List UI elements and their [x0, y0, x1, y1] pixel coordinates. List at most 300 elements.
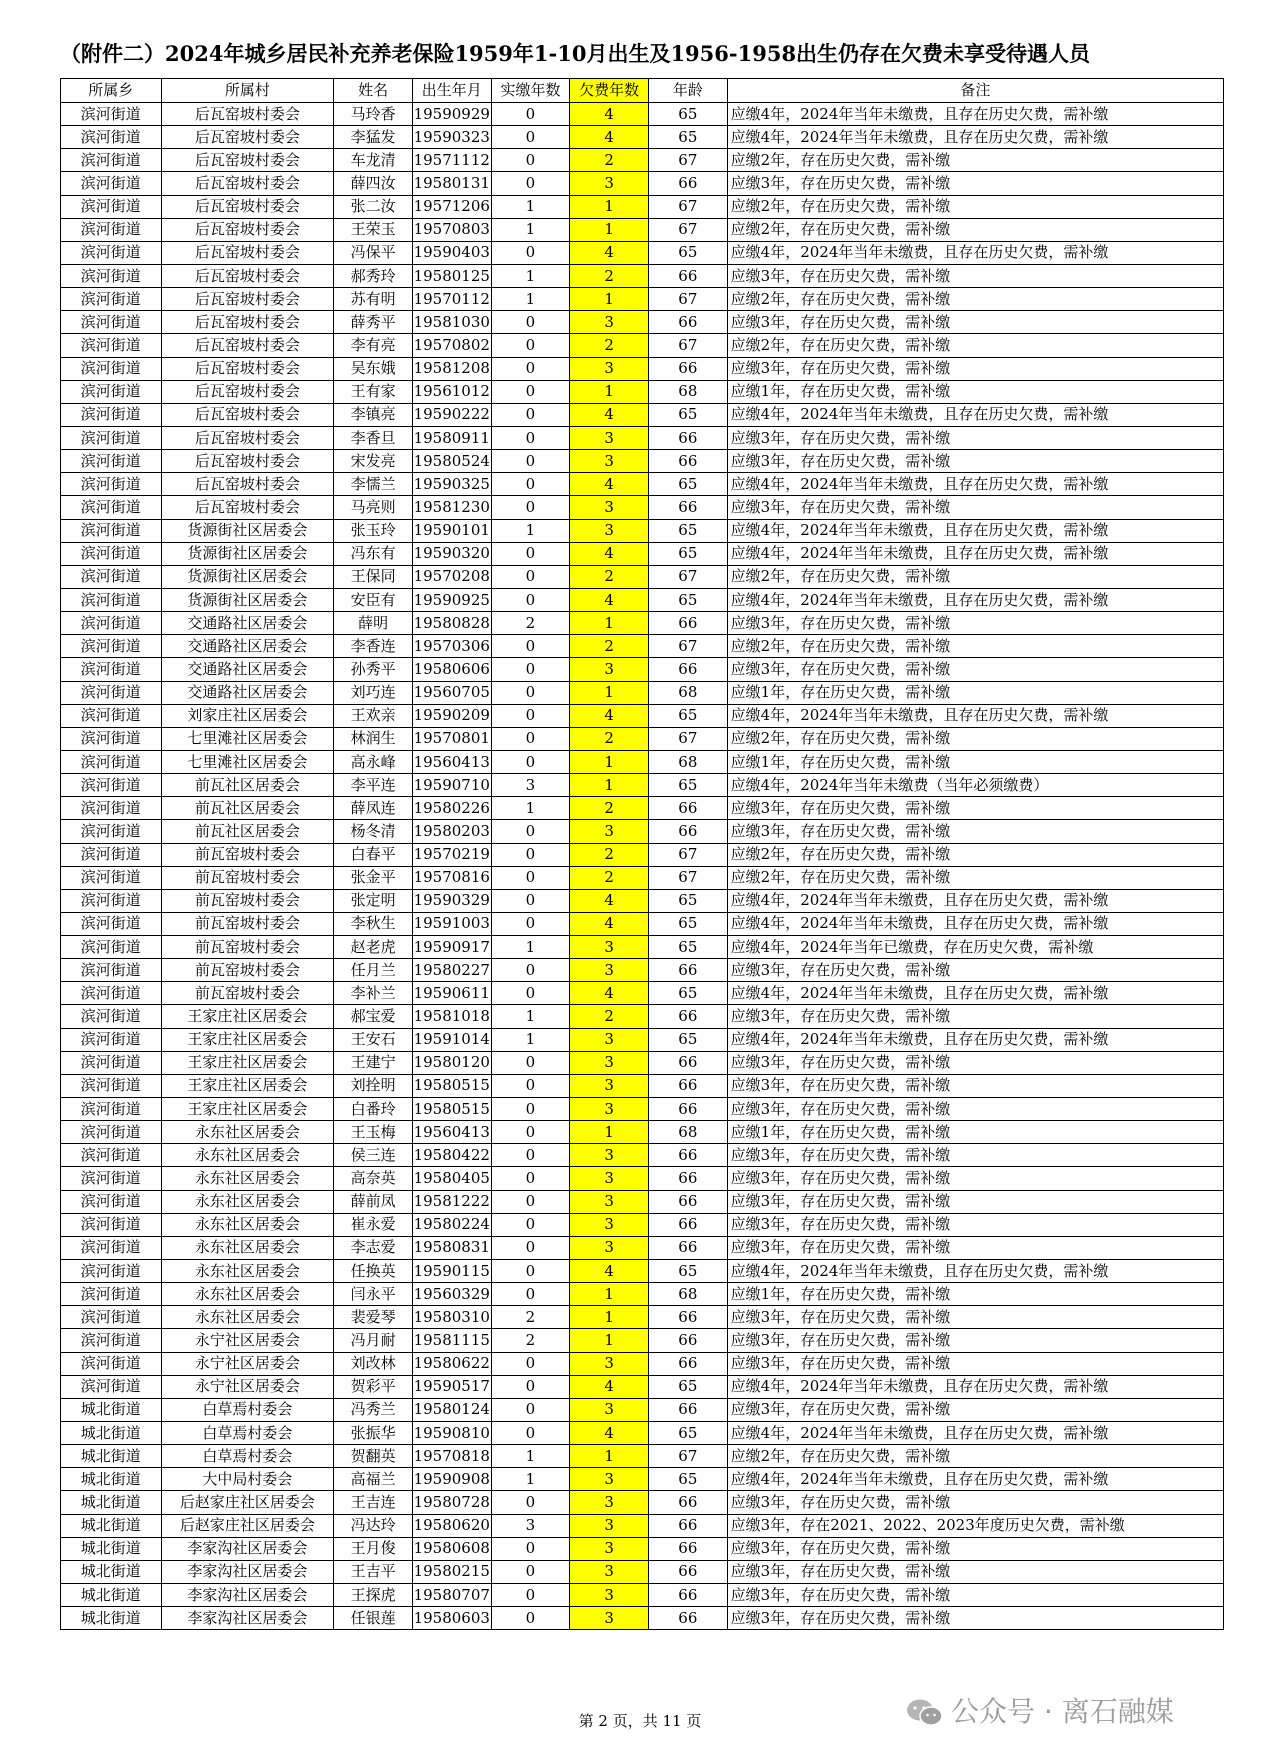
cell-paid-years: 1	[491, 1468, 570, 1491]
cell-paid-years: 1	[491, 519, 570, 542]
cell-remarks: 应缴4年，2024年当年未缴费，且存在历史欠费，需补缴	[727, 1260, 1223, 1283]
cell-birth-date: 19581030	[412, 311, 491, 334]
cell-birth-date: 19560413	[412, 750, 491, 773]
cell-township: 滨河街道	[61, 727, 162, 750]
cell-paid-years: 0	[491, 820, 570, 843]
cell-remarks: 应缴4年，2024年当年未缴费，且存在历史欠费，需补缴	[727, 473, 1223, 496]
cell-owed-years: 3	[570, 426, 649, 449]
cell-remarks: 应缴2年，存在历史欠费，需补缴	[727, 334, 1223, 357]
cell-village: 永东社区居委会	[161, 1260, 334, 1283]
cell-paid-years: 1	[491, 195, 570, 218]
table-row	[61, 450, 1224, 473]
cell-owed-years: 1	[570, 1445, 649, 1468]
cell-name: 刘改林	[334, 1352, 413, 1375]
cell-age: 66	[648, 1491, 727, 1514]
cell-remarks: 应缴3年，存在历史欠费，需补缴	[727, 1560, 1223, 1583]
table-row	[61, 1051, 1224, 1074]
cell-paid-years: 0	[491, 473, 570, 496]
table-row	[61, 218, 1224, 241]
cell-paid-years: 0	[491, 889, 570, 912]
cell-village: 前瓦窑坡村委会	[161, 866, 334, 889]
cell-paid-years: 0	[491, 866, 570, 889]
cell-village: 交通路社区居委会	[161, 612, 334, 635]
col-header-name: 姓名	[334, 79, 413, 103]
cell-township: 滨河街道	[61, 612, 162, 635]
cell-village: 永宁社区居委会	[161, 1329, 334, 1352]
cell-owed-years: 2	[570, 565, 649, 588]
cell-name: 薛前凤	[334, 1190, 413, 1213]
table-row	[61, 380, 1224, 403]
cell-township: 滨河街道	[61, 1005, 162, 1028]
cell-age: 65	[648, 1468, 727, 1491]
cell-name: 李香旦	[334, 426, 413, 449]
cell-owed-years: 3	[570, 936, 649, 959]
cell-township: 滨河街道	[61, 172, 162, 195]
table-row	[61, 1167, 1224, 1190]
cell-name: 贺翻英	[334, 1445, 413, 1468]
cell-age: 66	[648, 172, 727, 195]
cell-birth-date: 19580405	[412, 1167, 491, 1190]
cell-remarks: 应缴4年，2024年当年未缴费，且存在历史欠费，需补缴	[727, 704, 1223, 727]
cell-village: 前瓦窑坡村委会	[161, 843, 334, 866]
cell-owed-years: 3	[570, 496, 649, 519]
cell-name: 李懦兰	[334, 473, 413, 496]
cell-age: 67	[648, 334, 727, 357]
cell-village: 后瓦窑坡村委会	[161, 103, 334, 126]
cell-owed-years: 1	[570, 774, 649, 797]
cell-birth-date: 19590517	[412, 1375, 491, 1398]
cell-township: 滨河街道	[61, 288, 162, 311]
cell-township: 滨河街道	[61, 820, 162, 843]
cell-age: 68	[648, 750, 727, 773]
page-number: 第 2 页，共 11 页	[578, 1712, 702, 1730]
cell-name: 刘巧连	[334, 681, 413, 704]
cell-paid-years: 0	[491, 542, 570, 565]
cell-paid-years: 0	[491, 565, 570, 588]
cell-remarks: 应缴1年，存在历史欠费，需补缴	[727, 1121, 1223, 1144]
cell-village: 永东社区居委会	[161, 1283, 334, 1306]
cell-owed-years: 1	[570, 1283, 649, 1306]
cell-name: 裴爱琴	[334, 1306, 413, 1329]
table-row	[61, 612, 1224, 635]
cell-name: 白番玲	[334, 1098, 413, 1121]
cell-village: 白草焉村委会	[161, 1398, 334, 1421]
cell-remarks: 应缴4年，2024年当年未缴费，且存在历史欠费，需补缴	[727, 1468, 1223, 1491]
cell-birth-date: 19570219	[412, 843, 491, 866]
cell-birth-date: 19580831	[412, 1236, 491, 1259]
cell-birth-date: 19560413	[412, 1121, 491, 1144]
cell-township: 滨河街道	[61, 774, 162, 797]
cell-township: 滨河街道	[61, 843, 162, 866]
cell-name: 杨冬清	[334, 820, 413, 843]
cell-name: 李秋生	[334, 912, 413, 935]
cell-village: 永东社区居委会	[161, 1213, 334, 1236]
cell-township: 滨河街道	[61, 1329, 162, 1352]
table-row	[61, 103, 1224, 126]
cell-birth-date: 19590222	[412, 403, 491, 426]
cell-remarks: 应缴3年，存在历史欠费，需补缴	[727, 1537, 1223, 1560]
cell-owed-years: 2	[570, 264, 649, 287]
cell-paid-years: 0	[491, 704, 570, 727]
cell-village: 李家沟社区居委会	[161, 1537, 334, 1560]
cell-remarks: 应缴3年，存在历史欠费，需补缴	[727, 1098, 1223, 1121]
cell-remarks: 应缴3年，存在历史欠费，需补缴	[727, 1491, 1223, 1514]
cell-village: 交通路社区居委会	[161, 658, 334, 681]
cell-owed-years: 1	[570, 380, 649, 403]
cell-name: 李有亮	[334, 334, 413, 357]
table-row	[61, 681, 1224, 704]
table-row	[61, 1329, 1224, 1352]
cell-owed-years: 3	[570, 658, 649, 681]
cell-township: 滨河街道	[61, 1375, 162, 1398]
cell-remarks: 应缴3年，存在历史欠费，需补缴	[727, 1167, 1223, 1190]
table-row	[61, 149, 1224, 172]
cell-village: 永宁社区居委会	[161, 1352, 334, 1375]
table-row	[61, 588, 1224, 611]
col-header-owed-years: 欠费年数	[570, 79, 649, 103]
cell-name: 王月俊	[334, 1537, 413, 1560]
table-row	[61, 843, 1224, 866]
col-header-remarks: 备注	[727, 79, 1223, 103]
cell-name: 李香连	[334, 635, 413, 658]
cell-paid-years: 0	[491, 658, 570, 681]
cell-township: 滨河街道	[61, 866, 162, 889]
table-row	[61, 542, 1224, 565]
cell-owed-years: 3	[570, 1144, 649, 1167]
cell-age: 66	[648, 1537, 727, 1560]
cell-village: 后瓦窑坡村委会	[161, 357, 334, 380]
cell-name: 闫永平	[334, 1283, 413, 1306]
cell-age: 65	[648, 103, 727, 126]
cell-village: 后瓦窑坡村委会	[161, 403, 334, 426]
cell-township: 滨河街道	[61, 658, 162, 681]
cell-name: 冯达玲	[334, 1514, 413, 1537]
cell-village: 前瓦社区居委会	[161, 820, 334, 843]
table-row	[61, 797, 1224, 820]
cell-birth-date: 19580707	[412, 1584, 491, 1607]
cell-remarks: 应缴4年，2024年当年未缴费，且存在历史欠费，需补缴	[727, 1375, 1223, 1398]
cell-township: 城北街道	[61, 1468, 162, 1491]
cell-paid-years: 1	[491, 264, 570, 287]
cell-remarks: 应缴3年，存在历史欠费，需补缴	[727, 496, 1223, 519]
cell-name: 任换英	[334, 1260, 413, 1283]
table-row	[61, 912, 1224, 935]
cell-township: 滨河街道	[61, 889, 162, 912]
cell-name: 王吉连	[334, 1491, 413, 1514]
cell-name: 冯秀兰	[334, 1398, 413, 1421]
table-row	[61, 1352, 1224, 1375]
cell-township: 滨河街道	[61, 1167, 162, 1190]
cell-age: 66	[648, 264, 727, 287]
table-row	[61, 334, 1224, 357]
cell-age: 66	[648, 357, 727, 380]
cell-birth-date: 19580828	[412, 612, 491, 635]
table-header-row	[61, 79, 1224, 103]
cell-paid-years: 0	[491, 1375, 570, 1398]
cell-owed-years: 4	[570, 103, 649, 126]
cell-township: 滨河街道	[61, 797, 162, 820]
arrears-table	[60, 78, 1224, 1630]
cell-village: 后瓦窑坡村委会	[161, 149, 334, 172]
cell-birth-date: 19580606	[412, 658, 491, 681]
cell-village: 前瓦窑坡村委会	[161, 936, 334, 959]
cell-paid-years: 1	[491, 1028, 570, 1051]
cell-owed-years: 4	[570, 704, 649, 727]
cell-township: 城北街道	[61, 1445, 162, 1468]
cell-remarks: 应缴3年，存在历史欠费，需补缴	[727, 426, 1223, 449]
cell-name: 张定明	[334, 889, 413, 912]
cell-name: 张振华	[334, 1422, 413, 1445]
cell-village: 王家庄社区居委会	[161, 1028, 334, 1051]
cell-birth-date: 19581222	[412, 1190, 491, 1213]
cell-village: 永东社区居委会	[161, 1144, 334, 1167]
cell-remarks: 应缴3年，存在历史欠费，需补缴	[727, 264, 1223, 287]
cell-township: 滨河街道	[61, 195, 162, 218]
cell-remarks: 应缴4年，2024年当年已缴费，存在历史欠费，需补缴	[727, 936, 1223, 959]
cell-owed-years: 4	[570, 241, 649, 264]
cell-owed-years: 3	[570, 820, 649, 843]
cell-township: 滨河街道	[61, 1352, 162, 1375]
cell-village: 永东社区居委会	[161, 1121, 334, 1144]
cell-village: 永东社区居委会	[161, 1236, 334, 1259]
cell-name: 赵老虎	[334, 936, 413, 959]
cell-birth-date: 19580422	[412, 1144, 491, 1167]
cell-remarks: 应缴4年，2024年当年未缴费，且存在历史欠费，需补缴	[727, 982, 1223, 1005]
cell-remarks: 应缴4年，2024年当年未缴费，且存在历史欠费，需补缴	[727, 103, 1223, 126]
cell-name: 冯月耐	[334, 1329, 413, 1352]
cell-remarks: 应缴3年，存在历史欠费，需补缴	[727, 1144, 1223, 1167]
cell-owed-years: 1	[570, 750, 649, 773]
cell-village: 货源街社区居委会	[161, 588, 334, 611]
cell-paid-years: 0	[491, 1074, 570, 1097]
cell-age: 66	[648, 1306, 727, 1329]
cell-name: 冯东有	[334, 542, 413, 565]
cell-paid-years: 0	[491, 1422, 570, 1445]
cell-birth-date: 19580203	[412, 820, 491, 843]
table-row	[61, 311, 1224, 334]
cell-age: 66	[648, 450, 727, 473]
cell-village: 永东社区居委会	[161, 1167, 334, 1190]
cell-name: 张金平	[334, 866, 413, 889]
cell-paid-years: 0	[491, 334, 570, 357]
cell-age: 67	[648, 727, 727, 750]
cell-name: 李平连	[334, 774, 413, 797]
cell-paid-years: 0	[491, 912, 570, 935]
cell-remarks: 应缴3年，存在历史欠费，需补缴	[727, 1584, 1223, 1607]
cell-name: 吴东娥	[334, 357, 413, 380]
cell-owed-years: 4	[570, 542, 649, 565]
cell-owed-years: 3	[570, 1167, 649, 1190]
cell-owed-years: 3	[570, 1352, 649, 1375]
cell-owed-years: 3	[570, 519, 649, 542]
cell-birth-date: 19590115	[412, 1260, 491, 1283]
cell-remarks: 应缴1年，存在历史欠费，需补缴	[727, 1283, 1223, 1306]
cell-age: 66	[648, 1167, 727, 1190]
cell-remarks: 应缴1年，存在历史欠费，需补缴	[727, 681, 1223, 704]
cell-age: 65	[648, 519, 727, 542]
table-row	[61, 1005, 1224, 1028]
cell-birth-date: 19570816	[412, 866, 491, 889]
cell-remarks: 应缴2年，存在历史欠费，需补缴	[727, 1445, 1223, 1468]
document-title: （附件二）2024年城乡居民补充养老保险1959年1-10月出生及1956-1958出生仍存在欠费未享受待遇人员	[60, 41, 1091, 66]
cell-name: 王安石	[334, 1028, 413, 1051]
table-row	[61, 889, 1224, 912]
cell-remarks: 应缴4年，2024年当年未缴费，且存在历史欠费，需补缴	[727, 241, 1223, 264]
cell-paid-years: 0	[491, 1144, 570, 1167]
table-row	[61, 357, 1224, 380]
cell-township: 滨河街道	[61, 681, 162, 704]
cell-owed-years: 4	[570, 889, 649, 912]
cell-township: 滨河街道	[61, 959, 162, 982]
cell-owed-years: 1	[570, 681, 649, 704]
cell-owed-years: 3	[570, 1074, 649, 1097]
cell-remarks: 应缴2年，存在历史欠费，需补缴	[727, 149, 1223, 172]
cell-remarks: 应缴3年，存在历史欠费，需补缴	[727, 658, 1223, 681]
cell-age: 66	[648, 1329, 727, 1352]
cell-birth-date: 19590320	[412, 542, 491, 565]
cell-village: 后瓦窑坡村委会	[161, 450, 334, 473]
cell-village: 交通路社区居委会	[161, 635, 334, 658]
cell-owed-years: 3	[570, 1560, 649, 1583]
cell-township: 滨河街道	[61, 936, 162, 959]
table-body	[61, 103, 1224, 1630]
cell-township: 滨河街道	[61, 1190, 162, 1213]
cell-township: 滨河街道	[61, 704, 162, 727]
cell-township: 滨河街道	[61, 519, 162, 542]
cell-birth-date: 19591014	[412, 1028, 491, 1051]
cell-owed-years: 3	[570, 1190, 649, 1213]
cell-age: 65	[648, 1422, 727, 1445]
cell-township: 滨河街道	[61, 103, 162, 126]
cell-township: 滨河街道	[61, 264, 162, 287]
cell-township: 滨河街道	[61, 542, 162, 565]
table-row	[61, 1445, 1224, 1468]
table-row	[61, 1560, 1224, 1583]
cell-name: 郝宝爱	[334, 1005, 413, 1028]
cell-township: 滨河街道	[61, 1074, 162, 1097]
cell-owed-years: 4	[570, 1375, 649, 1398]
table-row	[61, 1074, 1224, 1097]
cell-owed-years: 3	[570, 1051, 649, 1074]
cell-township: 城北街道	[61, 1398, 162, 1421]
cell-village: 后瓦窑坡村委会	[161, 288, 334, 311]
table-row	[61, 1121, 1224, 1144]
cell-township: 滨河街道	[61, 426, 162, 449]
cell-age: 67	[648, 1445, 727, 1468]
cell-birth-date: 19590329	[412, 889, 491, 912]
cell-paid-years: 0	[491, 1607, 570, 1630]
cell-birth-date: 19581230	[412, 496, 491, 519]
cell-village: 后瓦窑坡村委会	[161, 380, 334, 403]
cell-birth-date: 19580131	[412, 172, 491, 195]
cell-township: 滨河街道	[61, 635, 162, 658]
cell-age: 65	[648, 936, 727, 959]
cell-birth-date: 19580524	[412, 450, 491, 473]
cell-owed-years: 2	[570, 797, 649, 820]
cell-owed-years: 2	[570, 866, 649, 889]
cell-age: 68	[648, 380, 727, 403]
cell-birth-date: 19570112	[412, 288, 491, 311]
cell-remarks: 应缴3年，存在历史欠费，需补缴	[727, 1074, 1223, 1097]
cell-paid-years: 0	[491, 426, 570, 449]
cell-name: 王有家	[334, 380, 413, 403]
cell-township: 滨河街道	[61, 982, 162, 1005]
cell-age: 65	[648, 403, 727, 426]
cell-paid-years: 0	[491, 727, 570, 750]
cell-birth-date: 19580124	[412, 1398, 491, 1421]
cell-name: 安臣有	[334, 588, 413, 611]
cell-age: 66	[648, 1213, 727, 1236]
cell-owed-years: 1	[570, 1121, 649, 1144]
cell-paid-years: 1	[491, 1005, 570, 1028]
cell-owed-years: 3	[570, 1491, 649, 1514]
cell-village: 前瓦社区居委会	[161, 797, 334, 820]
cell-village: 前瓦窑坡村委会	[161, 912, 334, 935]
col-header-paid-years: 实缴年数	[491, 79, 570, 103]
cell-birth-date: 19590925	[412, 588, 491, 611]
cell-owed-years: 4	[570, 403, 649, 426]
cell-birth-date: 19580620	[412, 1514, 491, 1537]
cell-paid-years: 0	[491, 959, 570, 982]
cell-township: 滨河街道	[61, 496, 162, 519]
cell-age: 65	[648, 473, 727, 496]
table-row	[61, 658, 1224, 681]
cell-remarks: 应缴3年，存在历史欠费，需补缴	[727, 172, 1223, 195]
cell-birth-date: 19570801	[412, 727, 491, 750]
cell-age: 65	[648, 982, 727, 1005]
cell-birth-date: 19580608	[412, 1537, 491, 1560]
cell-village: 后瓦窑坡村委会	[161, 311, 334, 334]
table-row	[61, 195, 1224, 218]
cell-paid-years: 0	[491, 1236, 570, 1259]
cell-paid-years: 0	[491, 843, 570, 866]
cell-name: 任银莲	[334, 1607, 413, 1630]
table-row	[61, 1491, 1224, 1514]
cell-age: 67	[648, 565, 727, 588]
cell-age: 67	[648, 843, 727, 866]
cell-township: 滨河街道	[61, 380, 162, 403]
cell-name: 苏有明	[334, 288, 413, 311]
table-row	[61, 126, 1224, 149]
cell-paid-years: 0	[491, 1560, 570, 1583]
cell-township: 滨河街道	[61, 357, 162, 380]
cell-age: 67	[648, 218, 727, 241]
cell-paid-years: 0	[491, 1398, 570, 1421]
cell-paid-years: 0	[491, 126, 570, 149]
table-row	[61, 1607, 1224, 1630]
cell-age: 65	[648, 1375, 727, 1398]
cell-name: 王吉平	[334, 1560, 413, 1583]
cell-name: 高永峰	[334, 750, 413, 773]
cell-birth-date: 19570802	[412, 334, 491, 357]
table-row	[61, 496, 1224, 519]
cell-paid-years: 1	[491, 288, 570, 311]
cell-township: 滨河街道	[61, 1028, 162, 1051]
table-row	[61, 727, 1224, 750]
cell-owed-years: 3	[570, 172, 649, 195]
cell-owed-years: 3	[570, 1514, 649, 1537]
cell-name: 孙秀平	[334, 658, 413, 681]
cell-owed-years: 3	[570, 1537, 649, 1560]
cell-name: 王建宁	[334, 1051, 413, 1074]
cell-age: 66	[648, 496, 727, 519]
cell-remarks: 应缴4年，2024年当年未缴费，且存在历史欠费，需补缴	[727, 889, 1223, 912]
cell-village: 后瓦窑坡村委会	[161, 172, 334, 195]
cell-village: 永东社区居委会	[161, 1190, 334, 1213]
cell-paid-years: 0	[491, 750, 570, 773]
cell-village: 李家沟社区居委会	[161, 1560, 334, 1583]
cell-paid-years: 0	[491, 103, 570, 126]
